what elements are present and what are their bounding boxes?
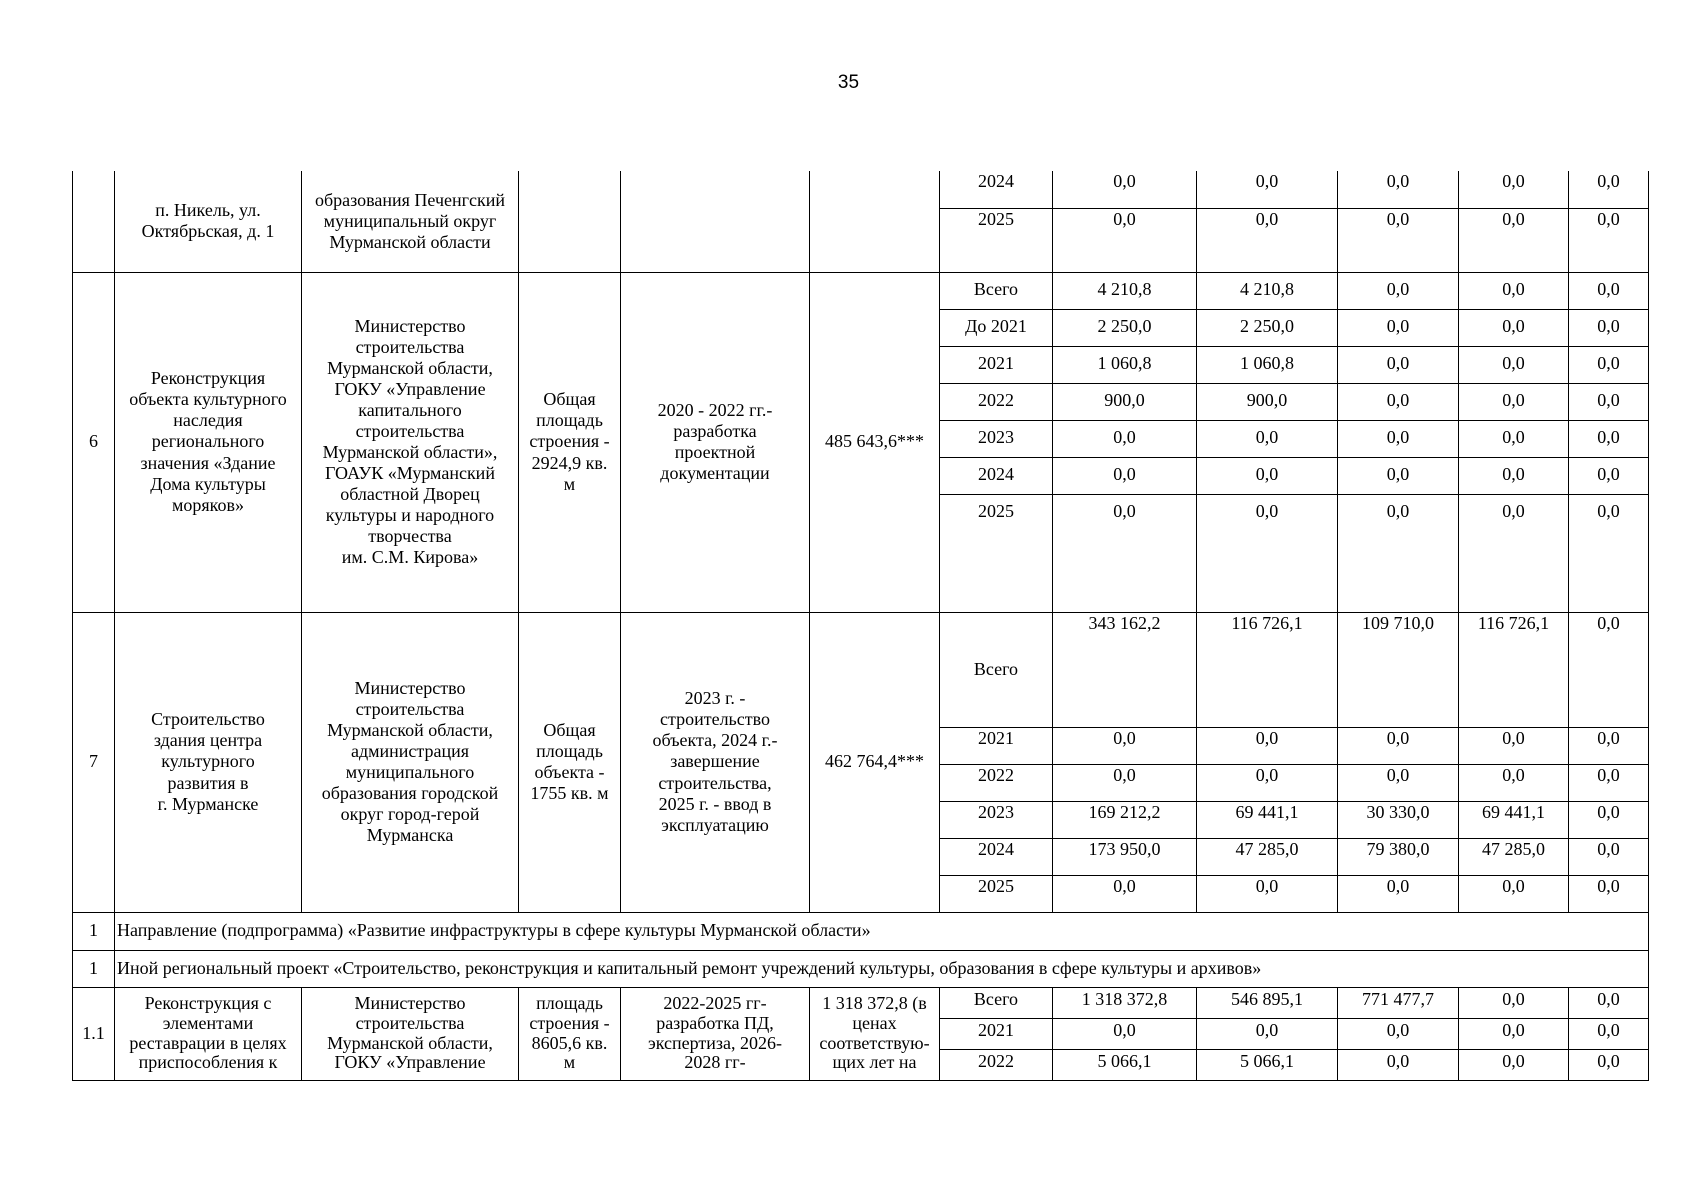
capacity (519, 171, 621, 272)
amount-cell: 5 066,1 (1197, 1049, 1338, 1080)
year-cell: До 2021 (940, 309, 1053, 346)
amount-cell: 2 250,0 (1197, 309, 1338, 346)
row-number: 6 (73, 272, 115, 612)
year-cell: 2023 (940, 801, 1053, 838)
amount-cell: 1 318 372,8 (1053, 987, 1197, 1018)
section-row (73, 912, 1649, 950)
amount-cell: 109 710,0 (1338, 612, 1459, 727)
amount-cell: 0,0 (1569, 420, 1649, 457)
amount-cell: 47 285,0 (1459, 838, 1569, 875)
amount-cell: 0,0 (1569, 838, 1649, 875)
table-row (73, 987, 1649, 1018)
capacity: Общая площадь объекта - 1755 кв. м (519, 612, 621, 912)
amount-cell: 0,0 (1338, 171, 1459, 208)
amount-cell: 0,0 (1459, 727, 1569, 764)
estimated-cost: 462 764,4*** (810, 612, 940, 912)
amount-cell: 69 441,1 (1459, 801, 1569, 838)
amount-cell: 0,0 (1459, 171, 1569, 208)
amount-cell: 0,0 (1197, 457, 1338, 494)
amount-cell: 0,0 (1197, 494, 1338, 612)
year-cell: 2021 (940, 1018, 1053, 1049)
amount-cell: 0,0 (1569, 494, 1649, 612)
amount-cell: 0,0 (1569, 727, 1649, 764)
amount-cell: 0,0 (1338, 1049, 1459, 1080)
estimated-cost: 485 643,6*** (810, 272, 940, 612)
responsible-executor: Министерство строительства Мурманской области, ГОКУ «Управление капитального строительства Мурманской области», ГОАУК «Мурманский областной Дворец культуры и народного творчества им. С.М. Кирова» (302, 272, 519, 612)
year-cell: 2025 (940, 208, 1053, 272)
amount-cell: 0,0 (1338, 420, 1459, 457)
amount-cell: 0,0 (1053, 171, 1197, 208)
year-cell: 2022 (940, 383, 1053, 420)
amount-cell: 2 250,0 (1053, 309, 1197, 346)
row-number: 1.1 (73, 987, 115, 1080)
responsible-executor: Министерство строительства Мурманской области, администрация муниципального образования городской округ город-герой Мурманска (302, 612, 519, 912)
amount-cell: 169 212,2 (1053, 801, 1197, 838)
amount-cell: 69 441,1 (1197, 801, 1338, 838)
amount-cell: 0,0 (1459, 1018, 1569, 1049)
amount-cell: 0,0 (1053, 494, 1197, 612)
amount-cell: 0,0 (1459, 272, 1569, 309)
year-cell: Всего (940, 612, 1053, 727)
capacity: Общая площадь строения - 2924,9 кв. м (519, 272, 621, 612)
amount-cell: 116 726,1 (1197, 612, 1338, 727)
amount-cell: 0,0 (1459, 494, 1569, 612)
amount-cell: 546 895,1 (1197, 987, 1338, 1018)
amount-cell: 0,0 (1338, 727, 1459, 764)
amount-cell: 0,0 (1338, 764, 1459, 801)
estimated-cost (810, 171, 940, 272)
amount-cell: 0,0 (1053, 875, 1197, 912)
amount-cell: 0,0 (1569, 1049, 1649, 1080)
amount-cell: 0,0 (1053, 1018, 1197, 1049)
amount-cell: 0,0 (1338, 494, 1459, 612)
table-row (73, 272, 1649, 309)
responsible-executor: Министерство строительства Мурманской области, ГОКУ «Управление (302, 987, 519, 1080)
amount-cell: 0,0 (1338, 208, 1459, 272)
capacity: площадь строения - 8605,6 кв. м (519, 987, 621, 1080)
section-title: Иной региональный проект «Строительство, реконструкция и капитальный ремонт учреждений культуры, образования в сфере культуры и архивов» (115, 950, 1649, 987)
year-cell: 2021 (940, 727, 1053, 764)
amount-cell: 0,0 (1338, 457, 1459, 494)
year-cell: 2024 (940, 838, 1053, 875)
table-row (73, 171, 1649, 208)
object-name: Реконструкция объекта культурного наследия регионального значения «Здание Дома культуры моряков» (115, 272, 302, 612)
amount-cell: 47 285,0 (1197, 838, 1338, 875)
amount-cell: 0,0 (1338, 383, 1459, 420)
amount-cell: 0,0 (1197, 171, 1338, 208)
implementation-period: 2020 - 2022 гг.- разработка проектной документации (621, 272, 810, 612)
amount-cell: 0,0 (1459, 208, 1569, 272)
amount-cell: 0,0 (1459, 309, 1569, 346)
section-title: Направление (подпрограмма) «Развитие инфраструктуры в сфере культуры Мурманской области» (115, 912, 1649, 950)
amount-cell: 0,0 (1338, 346, 1459, 383)
amount-cell: 0,0 (1459, 764, 1569, 801)
implementation-period: 2022-2025 гг- разработка ПД, экспертиза, 2026- 2028 гг- (621, 987, 810, 1080)
amount-cell: 4 210,8 (1053, 272, 1197, 309)
amount-cell: 0,0 (1459, 383, 1569, 420)
amount-cell: 900,0 (1197, 383, 1338, 420)
amount-cell: 0,0 (1338, 272, 1459, 309)
page-number: 35 (837, 72, 860, 93)
row-number (73, 171, 115, 272)
amount-cell: 0,0 (1197, 875, 1338, 912)
amount-cell: 0,0 (1569, 457, 1649, 494)
amount-cell: 0,0 (1053, 727, 1197, 764)
amount-cell: 0,0 (1569, 346, 1649, 383)
amount-cell: 0,0 (1459, 420, 1569, 457)
amount-cell: 0,0 (1459, 875, 1569, 912)
amount-cell: 0,0 (1459, 987, 1569, 1018)
amount-cell: 0,0 (1569, 764, 1649, 801)
row-number: 7 (73, 612, 115, 912)
amount-cell: 0,0 (1053, 764, 1197, 801)
object-name: п. Никель, ул. Октябрьская, д. 1 (115, 171, 302, 272)
amount-cell: 0,0 (1053, 208, 1197, 272)
amount-cell: 0,0 (1053, 457, 1197, 494)
amount-cell: 0,0 (1569, 309, 1649, 346)
amount-cell: 0,0 (1569, 875, 1649, 912)
amount-cell: 0,0 (1197, 420, 1338, 457)
amount-cell: 0,0 (1338, 875, 1459, 912)
amount-cell: 0,0 (1569, 987, 1649, 1018)
amount-cell: 0,0 (1459, 457, 1569, 494)
amount-cell: 5 066,1 (1053, 1049, 1197, 1080)
year-cell: 2022 (940, 1049, 1053, 1080)
year-cell: 2022 (940, 764, 1053, 801)
amount-cell: 900,0 (1053, 383, 1197, 420)
year-cell: 2025 (940, 875, 1053, 912)
project-row (73, 950, 1649, 987)
year-cell: 2021 (940, 346, 1053, 383)
amount-cell: 4 210,8 (1197, 272, 1338, 309)
year-cell: 2024 (940, 457, 1053, 494)
amount-cell: 0,0 (1569, 612, 1649, 727)
year-cell: Всего (940, 987, 1053, 1018)
amount-cell: 79 380,0 (1338, 838, 1459, 875)
amount-cell: 0,0 (1197, 208, 1338, 272)
amount-cell: 30 330,0 (1338, 801, 1459, 838)
amount-cell: 173 950,0 (1053, 838, 1197, 875)
amount-cell: 1 060,8 (1197, 346, 1338, 383)
responsible-executor: образования Печенгский муниципальный округ Мурманской области (302, 171, 519, 272)
amount-cell: 0,0 (1338, 1018, 1459, 1049)
amount-cell: 1 060,8 (1053, 346, 1197, 383)
amount-cell: 0,0 (1197, 1018, 1338, 1049)
amount-cell: 0,0 (1197, 764, 1338, 801)
amount-cell: 0,0 (1569, 272, 1649, 309)
amount-cell: 0,0 (1569, 801, 1649, 838)
section-number: 1 (73, 950, 115, 987)
amount-cell: 0,0 (1338, 309, 1459, 346)
amount-cell: 0,0 (1459, 1049, 1569, 1080)
year-cell: 2025 (940, 494, 1053, 612)
object-name: Строительство здания центра культурного развития в г. Мурманске (115, 612, 302, 912)
amount-cell: 0,0 (1053, 420, 1197, 457)
amount-cell: 0,0 (1569, 208, 1649, 272)
amount-cell: 771 477,7 (1338, 987, 1459, 1018)
amount-cell: 0,0 (1569, 383, 1649, 420)
year-cell: 2023 (940, 420, 1053, 457)
table-row (73, 612, 1649, 727)
investment-table (72, 171, 1649, 1081)
amount-cell: 0,0 (1569, 171, 1649, 208)
amount-cell: 0,0 (1197, 727, 1338, 764)
implementation-period (621, 171, 810, 272)
year-cell: Всего (940, 272, 1053, 309)
amount-cell: 0,0 (1459, 346, 1569, 383)
year-cell: 2024 (940, 171, 1053, 208)
amount-cell: 0,0 (1569, 1018, 1649, 1049)
section-number: 1 (73, 912, 115, 950)
object-name: Реконструкция с элементами реставрации в целях приспособления к (115, 987, 302, 1080)
amount-cell: 343 162,2 (1053, 612, 1197, 727)
implementation-period: 2023 г. - строительство объекта, 2024 г.- завершение строительства, 2025 г. - ввод в эксплуатацию (621, 612, 810, 912)
amount-cell: 116 726,1 (1459, 612, 1569, 727)
estimated-cost: 1 318 372,8 (в ценах соответствую- щих лет на (810, 987, 940, 1080)
